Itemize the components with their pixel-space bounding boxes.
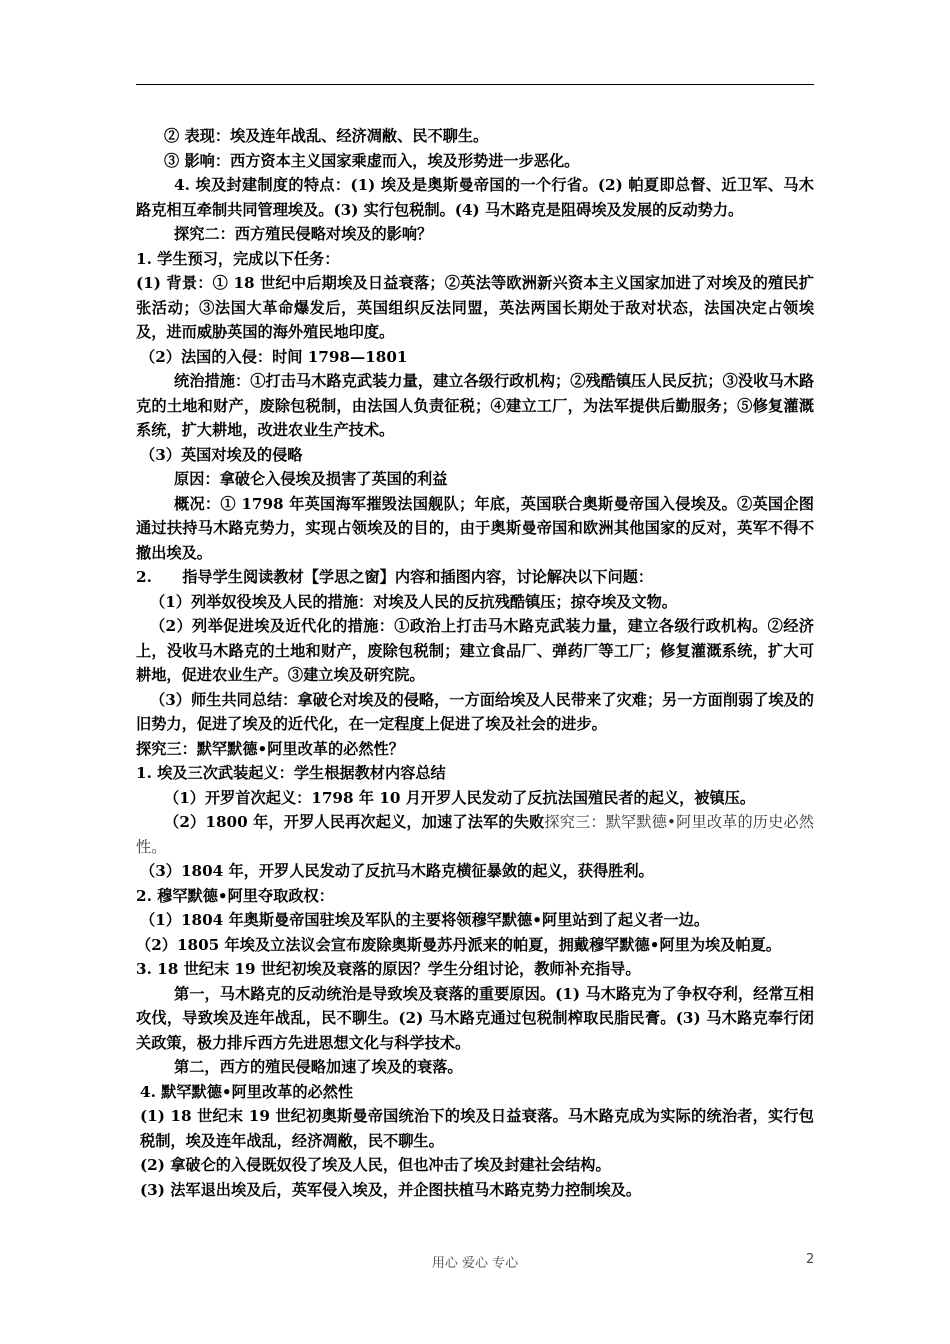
paragraph bbox=[136, 688, 814, 737]
paragraph-text: ② 表现：埃及连年战乱、经济凋敝、民不聊生。 bbox=[164, 127, 489, 145]
paragraph-text: 统治措施：①打击马木路克武装力量，建立各级行政机构；②残酷镇压人民反抗；③没收马木路克的土地和财产，废除包税制，由法国人负责征税；④建立工厂，为法军提供后勤服务；⑤修复灌溉系统，扩大耕地，改进农业生产技术。 bbox=[136, 372, 814, 439]
paragraph-text: （1）1804 年奥斯曼帝国驻埃及军队的主要将领穆罕默德•阿里站到了起义者一边。 bbox=[140, 911, 710, 929]
paragraph bbox=[136, 859, 814, 884]
paragraph bbox=[136, 1055, 814, 1080]
paragraph-text: 4. 默罕默德•阿里改革的必然性 bbox=[140, 1082, 354, 1101]
paragraph bbox=[136, 786, 814, 811]
paragraph bbox=[136, 369, 814, 443]
paragraph bbox=[136, 590, 814, 615]
paragraph bbox=[136, 247, 814, 272]
paragraph bbox=[136, 149, 814, 174]
paragraph bbox=[136, 982, 814, 1056]
paragraph-text: 4. 埃及封建制度的特点：(1) 埃及是奥斯曼帝国的一个行省。(2) 帕夏即总督、近卫军、马木路克相互牵制共同管理埃及。(3) 实行包税制。(4) 马木路克是阻碍埃及发展的反动势力。 bbox=[136, 176, 814, 219]
paragraph-text: （2）1800 年，开罗人民再次起义，加速了法军的失败 bbox=[164, 813, 545, 831]
paragraph bbox=[136, 810, 814, 859]
paragraph bbox=[136, 467, 814, 492]
paragraph-text: 1. 学生预习，完成以下任务： bbox=[136, 249, 340, 268]
paragraph-text: (1) 18 世纪末 19 世纪初奥斯曼帝国统治下的埃及日益衰落。马木路克成为实际的统治者，实行包税制，埃及连年战乱，经济凋敝，民不聊生。 bbox=[140, 1107, 814, 1150]
paragraph bbox=[136, 614, 814, 688]
paragraph bbox=[136, 933, 814, 958]
paragraph bbox=[136, 492, 814, 566]
paragraph bbox=[136, 737, 814, 762]
paragraph bbox=[136, 957, 814, 982]
paragraph-text: 1. 埃及三次武装起义：学生根据教材内容总结 bbox=[136, 764, 446, 782]
document-body bbox=[136, 124, 814, 1202]
paragraph bbox=[136, 1080, 814, 1105]
paragraph-text: (2) 拿破仑的入侵既奴役了埃及人民，但也冲击了埃及封建社会结构。 bbox=[140, 1156, 611, 1174]
page-number: 2 bbox=[806, 1252, 815, 1267]
paragraph bbox=[136, 908, 814, 933]
paragraph bbox=[136, 1153, 814, 1178]
paragraph-text: 概况：① 1798 年英国海军摧毁法国舰队；年底，英国联合奥斯曼帝国入侵埃及。②英国企图通过扶持马木路克势力，实现占领埃及的目的，由于奥斯曼帝国和欧洲其他国家的反对，英军不得不撤出埃及。 bbox=[136, 494, 814, 562]
paragraph-text: （1）开罗首次起义：1798 年 10 月开罗人民发动了反抗法国殖民者的起义，被镇压。 bbox=[164, 788, 756, 807]
paragraph-text: （2）法国的入侵：时间 1798—1801 bbox=[140, 347, 408, 366]
paragraph-text: （2）1805 年埃及立法议会宣布废除奥斯曼苏丹派来的帕夏，拥戴穆罕默德•阿里为埃及帕夏。 bbox=[136, 935, 781, 954]
paragraph-text: （3）1804 年，开罗人民发动了反抗马木路克横征暴敛的起义，获得胜利。 bbox=[140, 862, 654, 880]
paragraph bbox=[136, 443, 814, 468]
paragraph bbox=[136, 222, 814, 247]
paragraph bbox=[136, 271, 814, 345]
paragraph bbox=[136, 173, 814, 222]
paragraph-text: (3) 法军退出埃及后，英军侵入埃及，并企图扶植马木路克势力控制埃及。 bbox=[140, 1180, 642, 1199]
paragraph-text: (1) 背景：① 18 世纪中后期埃及日益衰落；②英法等欧洲新兴资本主义国家加进了对埃及的殖民扩张活动；③法国大革命爆发后，英国组织反法同盟，英法两国长期处于敌对状态，法国决定占领埃及，进而威胁英国的海外殖民地印度。 bbox=[136, 274, 814, 341]
paragraph-text: 2. 指导学生阅读教材【学思之窗】内容和插图内容，讨论解决以下问题： bbox=[136, 568, 654, 586]
footer-motto: 用心 爱心 专心 bbox=[431, 1256, 519, 1271]
paragraph bbox=[136, 345, 814, 370]
paragraph-text: 探究三：默罕默德•阿里改革的必然性？ bbox=[136, 739, 404, 758]
paragraph-text: 2. 穆罕默德•阿里夺取政权： bbox=[136, 886, 334, 905]
paragraph bbox=[136, 565, 814, 590]
paragraph bbox=[136, 124, 814, 149]
paragraph-text: 第二，西方的殖民侵略加速了埃及的衰落。 bbox=[174, 1058, 463, 1076]
paragraph-text: 第一，马木路克的反动统治是导致埃及衰落的重要原因。(1) 马木路克为了争权夺利，经常互相攻伐，导致埃及连年战乱，民不聊生。(2) 马木路克通过包税制榨取民脂民膏。(3) 马木路克奉行闭关政策，极力排斥西方先进思想文化与科学技术。 bbox=[136, 984, 814, 1052]
paragraph-text: ③ 影响：西方资本主义国家乘虚而入，埃及形势进一步恶化。 bbox=[164, 151, 580, 170]
paragraph-text: （1）列举奴役埃及人民的措施：对埃及人民的反抗残酷镇压；掠夺埃及文物。 bbox=[150, 592, 677, 611]
paragraph bbox=[136, 1178, 814, 1203]
paragraph bbox=[136, 884, 814, 909]
paragraph-text: （3）英国对埃及的侵略 bbox=[140, 445, 303, 464]
paragraph-text: （2）列举促进埃及近代化的措施：①政治上打击马木路克武装力量，建立各级行政机构。②经济上，没收马木路克的土地和财产，废除包税制；建立食品厂、弹药厂等工厂；修复灌溉系统，扩大可耕地，促进农业生产。③建立埃及研究院。 bbox=[136, 617, 814, 684]
paragraph-text: 3. 18 世纪末 19 世纪初埃及衰落的原因？学生分组讨论，教师补充指导。 bbox=[136, 960, 641, 978]
header-rule bbox=[136, 84, 814, 85]
paragraph bbox=[136, 761, 814, 786]
paragraph-text: 原因：拿破仑入侵埃及损害了英国的利益 bbox=[174, 470, 448, 488]
paragraph bbox=[136, 1104, 814, 1153]
paragraph-text: （3）师生共同总结：拿破仑对埃及的侵略，一方面给埃及人民带来了灾难；另一方面削弱了埃及的旧势力，促进了埃及的近代化，在一定程度上促进了埃及社会的进步。 bbox=[136, 690, 814, 733]
paragraph-tail-text: 探究三：默罕默德•阿里改革的历史必然性。 bbox=[136, 813, 814, 856]
paragraph-text: 探究二：西方殖民侵略对埃及的影响？ bbox=[174, 225, 433, 243]
